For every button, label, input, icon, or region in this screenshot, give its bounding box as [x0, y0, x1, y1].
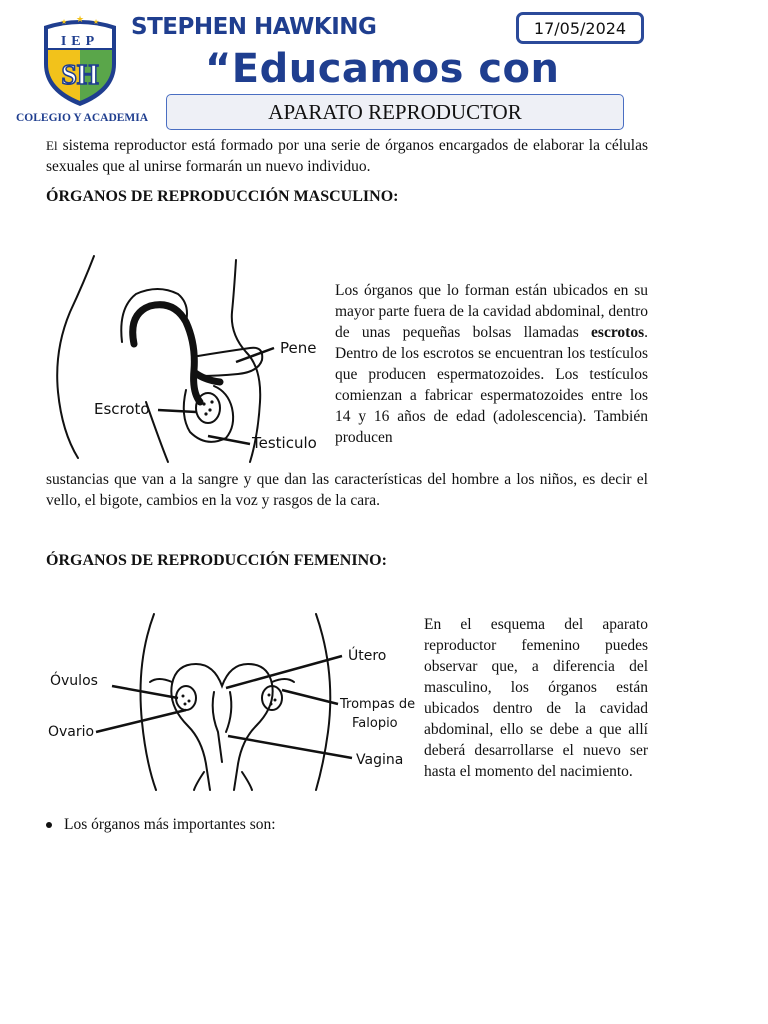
svg-text:★: ★	[92, 18, 100, 26]
male-text-after: . Dentro de los escrotos se encuentran los testículos que producen espermatozoides. Los testículos comienzan a fabricar espermatozoides entre los 14 y 16 años de edad (adolescencia). También producen	[335, 324, 648, 446]
label-pene: Pene	[280, 339, 317, 357]
intro-text: sistema reproductor está formado por una serie de órganos encargados de elaborar la células sexuales que al unirse formarán un nuevo individuo.	[46, 137, 648, 175]
topic-title: APARATO REPRODUCTOR	[268, 99, 522, 124]
logo-letters-top: IEP	[60, 34, 100, 49]
svg-text:★: ★	[60, 18, 68, 26]
female-heading: ÓRGANOS DE REPRODUCCIÓN FEMENINO:	[46, 552, 387, 569]
male-paragraph	[335, 280, 648, 448]
topic-title-box	[166, 94, 624, 130]
label-ovario: Ovario	[48, 724, 95, 740]
label-utero: Útero	[348, 648, 387, 664]
logo-letters-main: SH	[61, 60, 99, 91]
female-text-main: En el esquema del aparato reproductor femenino puedes observar que, a diferencia del masculino, los órganos están ubicados dentro de la cavidad abdominal, ello se debe a que allí deberá desarrollarse el nuevo ser hasta el momento	[424, 616, 648, 780]
label-ovulos: Óvulos	[50, 673, 98, 689]
female-reproductive-diagram	[46, 612, 416, 792]
list-item	[46, 814, 446, 835]
label-testiculo: Testiculo	[252, 434, 317, 452]
label-trompas-line2: Falopio	[352, 716, 398, 731]
school-motto: “Educamos con	[205, 46, 560, 92]
label-trompas-line1: Trompas de	[340, 697, 416, 712]
intro-first-word: El	[46, 138, 58, 153]
female-text-last: del nacimiento.	[537, 763, 633, 780]
male-bold-word: escrotos	[591, 324, 645, 341]
female-paragraph	[424, 614, 648, 782]
bullet-icon	[46, 822, 52, 828]
male-reproductive-diagram	[50, 252, 326, 466]
male-text-before: Los órganos que lo forman están ubicados en su mayor parte fuera de la cavidad abdominal, dentro de unas pequeñas bolsas llamadas	[335, 282, 648, 341]
bullet-text: Los órganos más importantes son:	[64, 816, 276, 833]
svg-text:★: ★	[75, 14, 85, 24]
male-paragraph-continuation: sustancias que van a la sangre y que dan las características del hombre a los niños, es decir el vello, el bigote, cambios en la voz y rasgos de la cara.	[46, 471, 648, 509]
label-escroto: Escroto	[94, 400, 150, 418]
male-heading: ÓRGANOS DE REPRODUCCIÓN MASCULINO:	[46, 188, 399, 205]
intro-paragraph	[46, 135, 648, 177]
date-value: 17/05/2024	[533, 18, 627, 38]
college-label: COLEGIO Y ACADEMIA	[16, 112, 149, 124]
bullet-list	[46, 814, 446, 835]
school-name: STEPHEN HAWKING	[131, 14, 377, 40]
date-field	[516, 12, 644, 44]
school-logo	[40, 12, 120, 108]
label-vagina: Vagina	[356, 752, 404, 768]
